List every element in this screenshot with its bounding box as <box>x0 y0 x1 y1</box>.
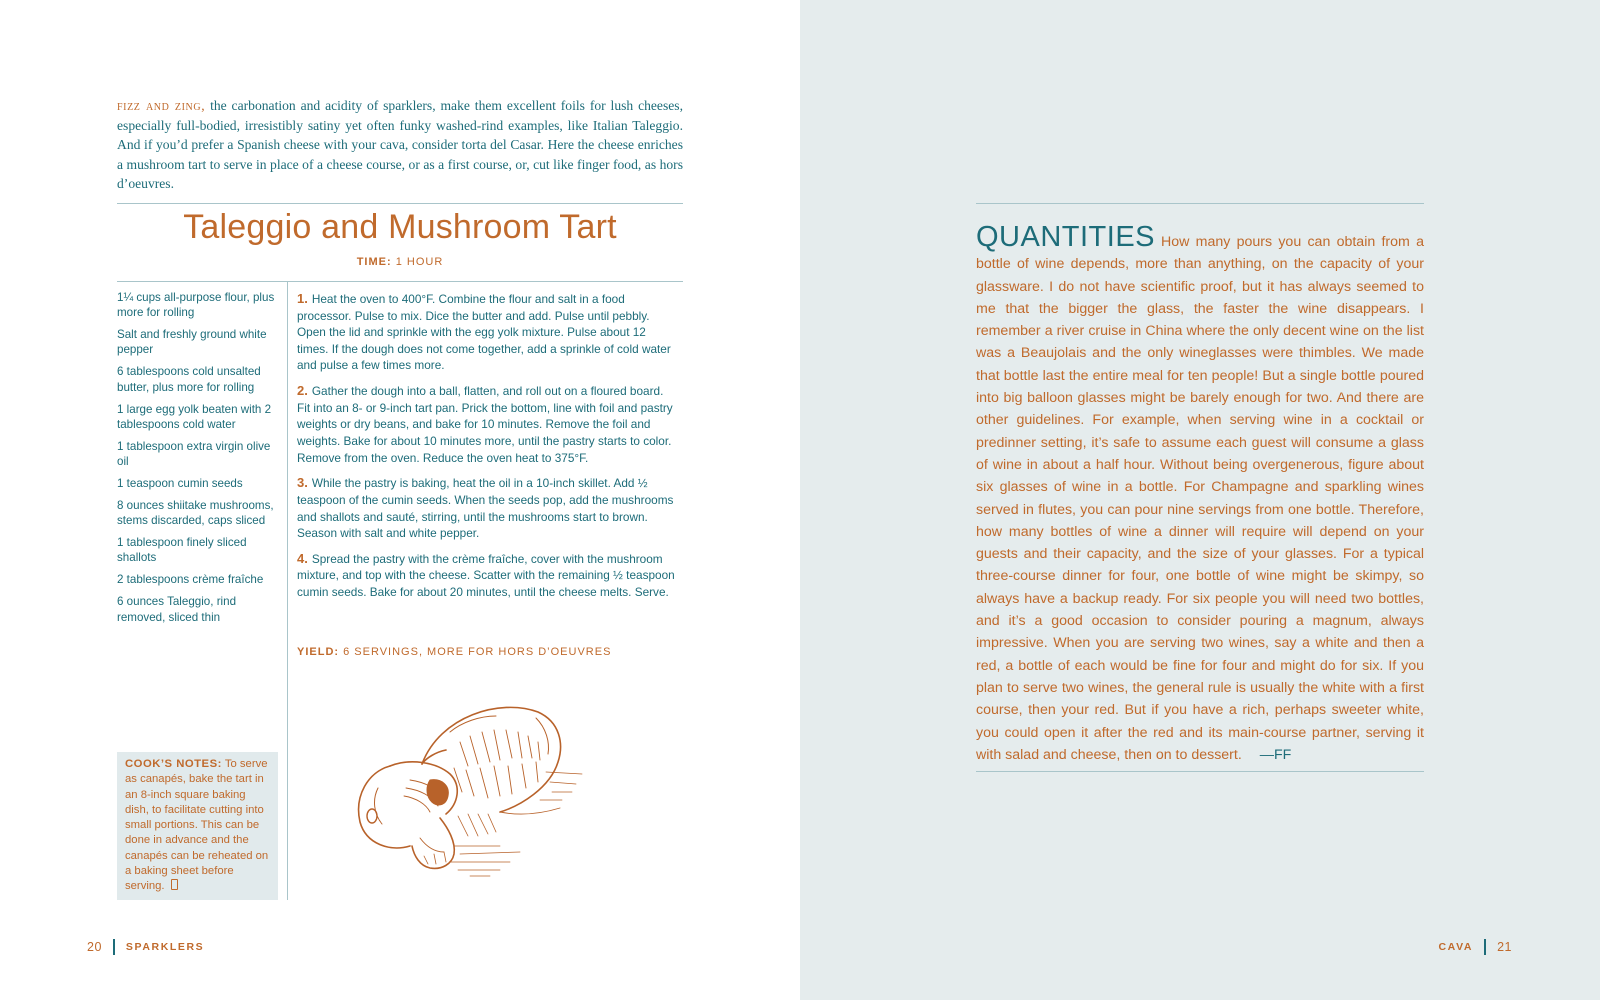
right-page-number: 21 <box>1497 940 1512 954</box>
cooks-notes-label: COOK’S NOTES: <box>125 758 222 770</box>
ingredient-item: 2 tablespoons crème fraîche <box>117 573 264 587</box>
quantities-signature: —FF <box>1259 746 1292 763</box>
recipe-yield <box>297 646 611 658</box>
step-number: 1. <box>297 291 308 306</box>
column-divider <box>287 282 288 900</box>
intro-lead: fizz and zing, <box>117 98 206 113</box>
ingredient-item: 6 tablespoons cold unsalted butter, plus more for rolling <box>117 365 261 394</box>
ingredient-item: 6 ounces Taleggio, rind removed, sliced thin <box>117 595 237 624</box>
method-steps <box>297 291 679 610</box>
ingredient-item: 8 ounces shiitake mushrooms, stems discarded, caps sliced <box>117 499 274 528</box>
method-step <box>297 475 679 541</box>
intro-paragraph <box>117 96 683 194</box>
quantities-sidebar <box>976 221 1424 766</box>
time-value: 1 HOUR <box>395 256 444 268</box>
right-folio <box>1439 937 1513 957</box>
yield-value: 6 SERVINGS, MORE FOR HORS D’OEUVRES <box>343 646 612 658</box>
step-text: Heat the oven to 400°F. Combine the flour and salt in a food processor. Pulse to mix. Dice the butter and add. Pulse until pebbly. Open the lid and sprinkle with the egg yolk mixture. Pulse about 12 times. If the dough does not come together, add a sprinkle of cold water and pulse a few times more. <box>297 292 671 373</box>
ingredient-item: 1 large egg yolk beaten with 2 tablespoons cold water <box>117 402 272 431</box>
method-step <box>297 383 679 466</box>
step-text: Spread the pastry with the crème fraîche, cover with the mushroom mixture, and top with the cheese. Scatter with the remaining ½ teaspoon cumin seeds. Bake for about 20 minutes, until the cheese melts. Serve. <box>297 551 675 600</box>
cooks-notes-box <box>117 752 278 900</box>
end-mark-icon <box>171 879 178 890</box>
quantities-bottom-rule <box>976 771 1424 772</box>
left-page-number: 20 <box>87 940 102 954</box>
quantities-top-rule <box>976 203 1424 204</box>
intro-divider <box>117 203 683 204</box>
ingredient-item: 1 tablespoon extra virgin olive oil <box>117 439 271 469</box>
cooks-notes-text: To serve as canapés, bake the tart in an 8-inch square baking dish, to facilitate cutting into small portions. This can be done in advance and the canapés can be reheated on a baking sheet before serving. <box>125 758 269 893</box>
method-step <box>297 291 679 374</box>
step-number: 4. <box>297 550 308 566</box>
recipe-time <box>117 256 683 268</box>
folio-separator <box>1484 939 1486 955</box>
step-text: While the pastry is baking, heat the oil in a 10-inch skillet. Add ½ teaspoon of the cumin seeds. When the seeds pop, add the mushrooms and shallots and sauté, stirring, until the mushrooms start to brown. Season with salt and white pepper. <box>297 476 674 541</box>
left-folio <box>87 937 204 957</box>
ingredient-item: 1 teaspoon cumin seeds <box>117 477 243 491</box>
ingredient-item: 1¼ cups all-purpose flour, plus more for rolling <box>117 291 275 320</box>
intro-text: the carbonation and acidity of sparklers, make them excellent foils for lush cheeses, especially full-bodied, irresistibly satiny yet often funky washed-rind examples, like Italian Taleggio. And if you’d prefer a Spanish cheese with your cava, consider torta del Casar. Here the cheese enriches a mushroom tart to serve in place of a cheese course, or as a first course, or, cut like finger food, as hors d’oeuvres. <box>117 98 683 191</box>
time-label: TIME: <box>356 256 392 268</box>
ingredient-list <box>117 290 282 632</box>
step-number: 2. <box>297 383 308 399</box>
quantities-text: How many pours you can obtain from a bottle of wine depends, more than anything, on the capacity of your glassware. I do not have scientific proof, but it has always seemed to me that the bigger the glass, the faster the wine disappears. I remember a river cruise in China where the only decent wine on the list was a Beaujolais and the only wineglasses were thimbles. We made that bottle last the entire meal for ten people! But a single bottle poured into big balloon glasses might be barely enough for two. And there are other guidelines. For example, when serving wine in a cocktail or predinner setting, it’s safe to assume each guest will consume a glass of wine in about a half hour. Without being overgenerous, figure about six glasses of wine in a bottle. For Champagne and sparkling wines served in flutes, you can pour nine servings from one bottle. Therefore, how many bottles of wine a dinner will require will depend on your guests and their capacity, and the size of your glasses. For a typical three-course dinner for four, one bottle of wine might be skimpy, so always have a backup ready. For six people you will need two bottles, and it’s a good occasion to consider pouring a magnum, always impressive. When you are serving two wines, say a white and then a red, a bottle of each would be fine for four and might do for six. If you plan to serve two wines, the general rule is usually the white with a first course, then your red. But if you have a rich, perhaps sweeter white, you could open it after the red and its main-course partner, serving it with salad and cheese, then on to dessert. <box>976 234 1424 763</box>
ingredient-item: Salt and freshly ground white pepper <box>117 328 267 357</box>
quantities-heading: QUANTITIES <box>976 221 1156 253</box>
recipe-title: Taleggio and Mushroom Tart <box>183 208 617 246</box>
method-step <box>297 551 679 601</box>
step-text: Gather the dough into a ball, flatten, and roll out on a floured board. Fit into an 8- or 9-inch tart pan. Prick the bottom, line with foil and pastry weights or dry beans, and bake for 10 minutes. Remove the foil and weights. Bake for about 10 minutes more, until the pastry starts to color. Remove from the oven. Reduce the oven heat to 375°F. <box>297 384 673 465</box>
left-running-head: SPARKLERS <box>125 941 205 953</box>
title-divider <box>117 281 683 282</box>
yield-label: YIELD: <box>297 646 340 658</box>
ingredient-item: 1 tablespoon finely sliced shallots <box>117 536 247 565</box>
right-running-head: CAVA <box>1438 941 1474 953</box>
folio-separator <box>113 939 115 955</box>
step-number: 3. <box>297 475 308 491</box>
mushroom-illustration-icon <box>350 696 600 891</box>
